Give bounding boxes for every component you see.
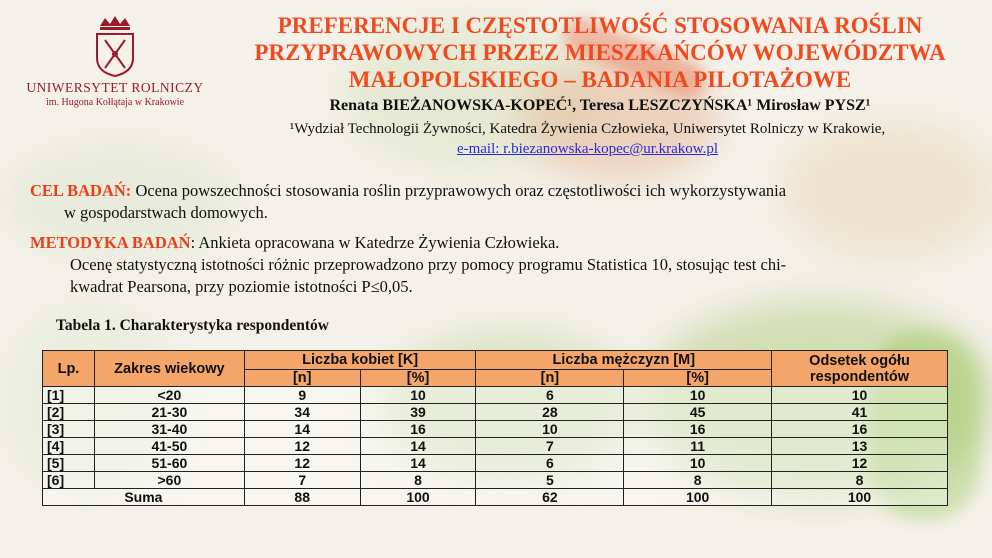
header-men-n: [n] [476, 370, 624, 387]
cell-women-n: 12 [244, 455, 360, 472]
cell-women-n: 9 [244, 387, 360, 404]
cell-age: <20 [94, 387, 244, 404]
cell-total: 16 [772, 421, 948, 438]
table-row [43, 472, 948, 489]
header-share: Odsetek ogółu respondentów [772, 351, 948, 387]
cell-men-n: 10 [476, 421, 624, 438]
cell-lp: [4] [43, 438, 95, 455]
table-sum-row [43, 489, 948, 506]
cell-total: 41 [772, 404, 948, 421]
title-line: PREFERENCJE I CZĘSTOTLIWOŚĆ STOSOWANIA ROŚLIN [277, 13, 923, 38]
university-name: UNIWERSYTET ROLNICZY [26, 80, 204, 95]
cell-women-pct: 16 [360, 421, 476, 438]
table-row [43, 421, 948, 438]
cell-women-pct: 100 [360, 489, 476, 506]
table-row [43, 404, 948, 421]
cell-men-n: 7 [476, 438, 624, 455]
cell-women-n: 12 [244, 438, 360, 455]
cell-age: 51-60 [94, 455, 244, 472]
cell-men-pct: 45 [624, 404, 772, 421]
method-section [30, 232, 970, 298]
cell-total: 13 [772, 438, 948, 455]
header-age: Zakres wiekowy [94, 351, 244, 387]
aim-label: CEL BADAŃ: [30, 181, 132, 200]
cell-women-pct: 8 [360, 472, 476, 489]
aim-text: Ocena powszechności stosowania roślin przyprawowych oraz częstotliwości ich wykorzystywania [131, 181, 787, 200]
cell-men-pct: 16 [624, 421, 772, 438]
cell-men-n: 62 [476, 489, 624, 506]
cell-men-n: 28 [476, 404, 624, 421]
respondents-table [42, 350, 948, 506]
cell-total: 8 [772, 472, 948, 489]
cell-women-n: 34 [244, 404, 360, 421]
header-women: Liczba kobiet [K] [244, 351, 476, 370]
cell-women-pct: 10 [360, 387, 476, 404]
cell-lp: [1] [43, 387, 95, 404]
cell-men-pct: 8 [624, 472, 772, 489]
cell-men-pct: 100 [624, 489, 772, 506]
cell-age: >60 [94, 472, 244, 489]
crest-icon [92, 14, 138, 78]
email [190, 141, 985, 158]
aim-section [30, 180, 970, 224]
cell-women-pct: 14 [360, 455, 476, 472]
method-text: : Ankieta opracowana w Katedrze Żywienia Człowieka. [190, 233, 560, 252]
university-subtitle: im. Hugona Kołłątaja w Krakowie [45, 97, 185, 108]
cell-total: 10 [772, 387, 948, 404]
table-caption: Tabela 1. Charakterystyka respondentów [56, 317, 329, 334]
method-text-3: kwadrat Pearsona, przy poziomie istotności P≤0,05. [70, 277, 413, 296]
table-row [43, 438, 948, 455]
cell-age: 21-30 [94, 404, 244, 421]
authors: Renata BIEŻANOWSKA-KOPEĆ¹, Teresa LESZCZYŃSKA¹ Mirosław PYSZ¹ [329, 97, 871, 114]
header-women-pct: [%] [360, 370, 476, 387]
cell-men-n: 6 [476, 455, 624, 472]
aim-text-cont: w gospodarstwach domowych. [64, 203, 268, 222]
table-row [43, 455, 948, 472]
poster-title [215, 12, 985, 93]
header-men: Liczba mężczyzn [M] [476, 351, 772, 370]
header-men-pct: [%] [624, 370, 772, 387]
cell-age: 31-40 [94, 421, 244, 438]
cell-total: 100 [772, 489, 948, 506]
title-line: PRZYPRAWOWYCH PRZEZ MIESZKAŃCÓW WOJEWÓDZTWA [254, 40, 946, 65]
cell-men-n: 5 [476, 472, 624, 489]
cell-women-pct: 14 [360, 438, 476, 455]
cell-men-pct: 10 [624, 455, 772, 472]
cell-women-pct: 39 [360, 404, 476, 421]
cell-total: 12 [772, 455, 948, 472]
cell-lp: [5] [43, 455, 95, 472]
cell-lp: [2] [43, 404, 95, 421]
cell-men-n: 6 [476, 387, 624, 404]
cell-lp: [6] [43, 472, 95, 489]
header-lp: Lp. [43, 351, 95, 387]
affiliation: ¹Wydział Technologii Żywności, Katedra Żywienia Człowieka, Uniwersytet Rolniczy w Krakowie, [289, 121, 886, 137]
cell-lp: [3] [43, 421, 95, 438]
university-logo [20, 14, 210, 108]
cell-age: 41-50 [94, 438, 244, 455]
cell-sum-label: Suma [43, 489, 245, 506]
cell-men-pct: 11 [624, 438, 772, 455]
method-label: METODYKA BADAŃ [30, 233, 191, 252]
cell-women-n: 14 [244, 421, 360, 438]
cell-women-n: 88 [244, 489, 360, 506]
title-line: MAŁOPOLSKIEGO – BADANIA PILOTAŻOWE [348, 67, 852, 92]
cell-men-pct: 10 [624, 387, 772, 404]
email-link[interactable]: e-mail: r.biezanowska-kopec@ur.krakow.pl [456, 141, 719, 157]
cell-women-n: 7 [244, 472, 360, 489]
method-text-2: Ocenę statystyczną istotności różnic przeprowadzono przy pomocy programu Statistica 10, stosując test chi- [70, 255, 787, 274]
header-women-n: [n] [244, 370, 360, 387]
table-row [43, 387, 948, 404]
